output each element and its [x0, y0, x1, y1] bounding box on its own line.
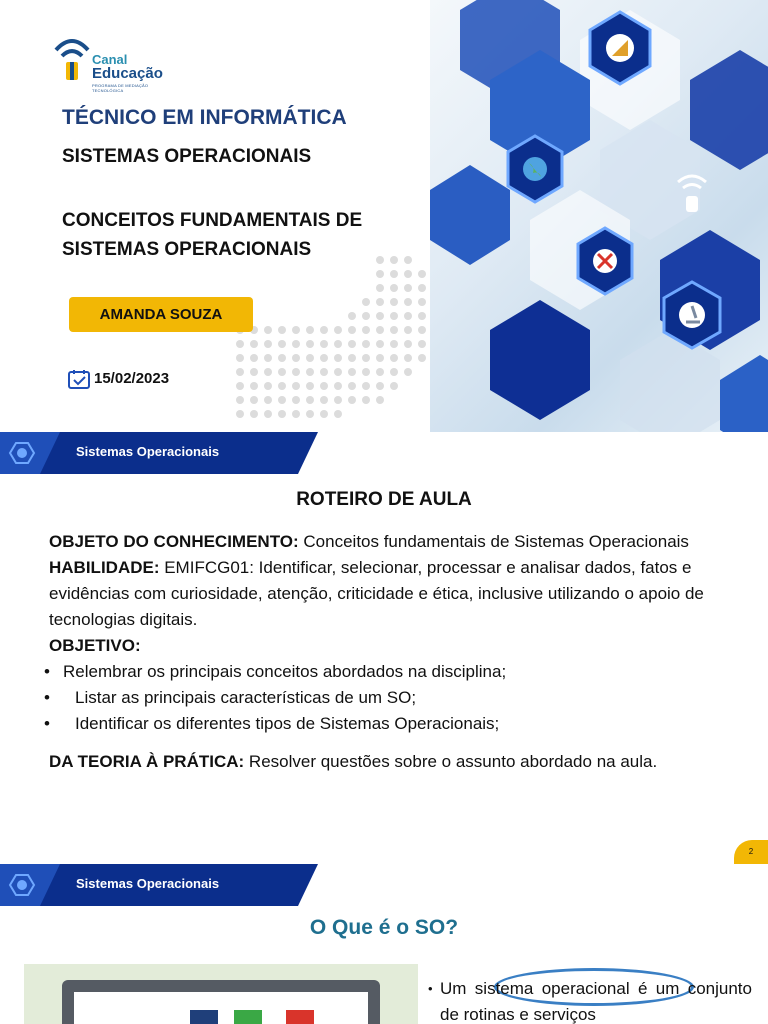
list-item [44, 711, 749, 737]
objetivo-label: OBJETIVO: [49, 636, 141, 655]
hexagon-pattern [430, 0, 768, 432]
teoria-text: Resolver questões sobre o assunto abordado na aula. [244, 752, 658, 771]
header-title: Sistemas Operacionais [76, 444, 220, 459]
habilidade-text: EMIFCG01: Identificar, selecionar, processar e analisar dados, fatos e evidências com curiosidade, atenção, criticidade e ética, inclusive utilizando o apoio de tecnologias digitais. [49, 558, 704, 629]
logo-wifi-icon [52, 32, 92, 82]
bullet-icon: • [44, 662, 50, 681]
dna-icon [578, 228, 632, 294]
title-slide [0, 0, 768, 432]
objetivo-label-paragraph [49, 633, 749, 659]
objeto-label: OBJETO DO CONHECIMENTO: [49, 532, 299, 551]
objeto-paragraph [49, 529, 749, 555]
objetivo-item-text: Relembrar os principais conceitos abordados na disciplina; [63, 662, 507, 681]
section-heading: ROTEIRO DE AULA [296, 489, 472, 510]
course-title: TÉCNICO EM INFORMÁTICA [62, 106, 347, 129]
logo-text-educacao: Educação [92, 65, 163, 82]
bullet-icon: • [428, 981, 433, 996]
objetivo-item-text: Listar as principais características de um SO; [75, 688, 417, 707]
teoria-paragraph [49, 749, 749, 775]
section-heading: O Que é o SO? [309, 916, 459, 939]
what-is-so-slide [0, 864, 768, 1024]
list-item [44, 685, 749, 711]
objeto-text: Conceitos fundamentais de Sistemas Operacionais [298, 532, 689, 551]
monitor-icon [24, 964, 418, 1024]
so-definition-text: Um sistema operacional é um conjunto de rotinas e serviços [440, 979, 752, 1024]
dot-pattern [230, 240, 470, 430]
lesson-date: 15/02/2023 [94, 370, 170, 387]
author-badge: AMANDA SOUZA [69, 297, 253, 332]
hexagon-illustration [430, 0, 768, 432]
logo-text-canal: Canal [92, 52, 128, 67]
list-item [44, 659, 749, 685]
subject-title: SISTEMAS OPERACIONAIS [62, 146, 312, 167]
habilidade-paragraph [49, 555, 749, 633]
header-title: Sistemas Operacionais [76, 876, 220, 891]
roteiro-slide [0, 432, 768, 864]
so-definition [428, 976, 752, 1024]
bullet-icon: • [44, 688, 50, 707]
roteiro-body [44, 529, 749, 775]
bullet-icon: • [44, 714, 50, 733]
teoria-label: DA TEORIA À PRÁTICA: [49, 752, 245, 771]
lesson-title: CONCEITOS FUNDAMENTAIS DE SISTEMAS OPERACIONAIS [62, 210, 363, 260]
computer-illustration [24, 964, 418, 1024]
microscope-icon [664, 282, 720, 348]
logo-tagline: PROGRAMA DE MEDIAÇÃO TECNOLÓGICA [92, 83, 149, 93]
objetivo-item-text: Identificar os diferentes tipos de Sistemas Operacionais; [75, 714, 500, 733]
habilidade-label: HABILIDADE: [49, 558, 160, 577]
calendar-check-icon [68, 369, 90, 389]
globe-icon [508, 136, 562, 202]
page-number: 2 [734, 840, 768, 864]
canal-educacao-logo [52, 32, 163, 93]
